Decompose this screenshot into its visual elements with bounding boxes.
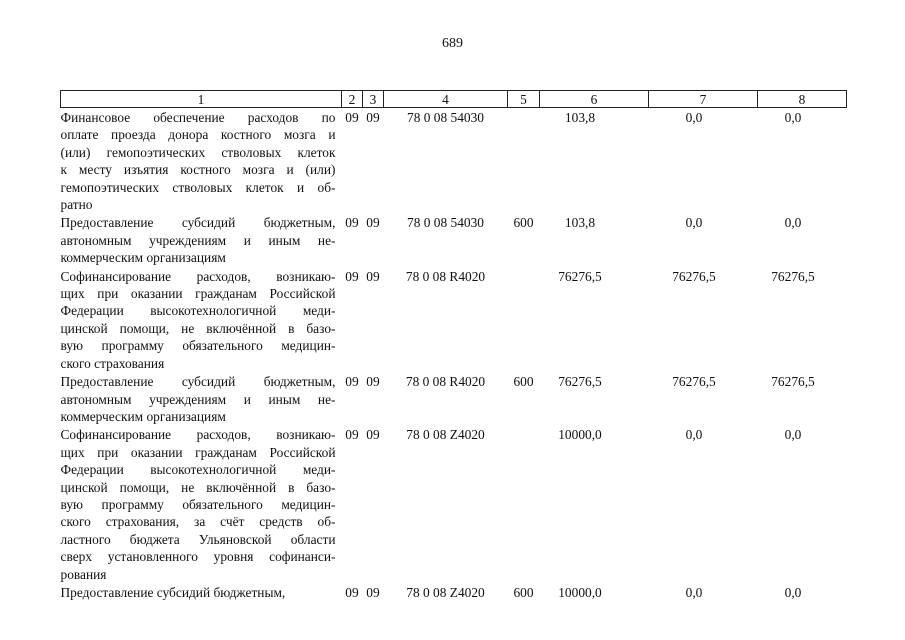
table-body	[61, 108, 847, 602]
section-code: 09	[345, 584, 359, 600]
column-header-8: 8	[758, 91, 847, 108]
description-line: Предоставление субсидий бюджетным,	[60, 215, 336, 231]
row-description	[61, 108, 342, 214]
description-line: ского страхования	[60, 355, 165, 371]
target-article-code: 78 0 08 Z4020	[406, 584, 485, 600]
amount-year-3: 0,0	[784, 215, 802, 231]
description-line: Софинансирование расходов, возникаю-	[60, 268, 336, 284]
amount-year-3: 0,0	[784, 110, 802, 125]
expense-type-code: 600	[513, 374, 534, 390]
description-line: Предоставление субсидий бюджетным,	[60, 374, 336, 390]
table-row	[61, 213, 847, 266]
amount-year-1: 76276,5	[558, 268, 602, 284]
row-description	[61, 372, 342, 425]
amount-year-2: 0,0	[685, 110, 703, 125]
amount-year-2: 76276,5	[672, 374, 716, 390]
column-header-6: 6	[540, 91, 649, 108]
target-article-code: 78 0 08 R4020	[405, 374, 486, 390]
column-header-7: 7	[649, 91, 758, 108]
row-description	[61, 425, 342, 583]
description-line: автономным учреждениям и иным не-	[60, 232, 336, 248]
table-row	[61, 108, 847, 214]
amount-year-2: 0,0	[685, 584, 703, 600]
expense-type-code: 600	[513, 215, 534, 231]
description-line: сверх установленного уровня софинанси-	[60, 549, 336, 565]
description-line: к месту изъятия костного мозга и (или)	[60, 162, 336, 178]
amount-year-2: 76276,5	[672, 268, 716, 284]
row-description	[61, 267, 342, 372]
description-line: щих при оказании гражданам Российской	[60, 444, 336, 460]
description-line: цинской помощи, не включённой в базо-	[60, 320, 336, 336]
description-line: Федерации высокотехнологичной меди-	[60, 303, 336, 319]
amount-year-1: 103,8	[564, 215, 596, 231]
description-line: вую программу обязательного медицин-	[60, 496, 336, 512]
amount-year-2: 0,0	[685, 427, 703, 443]
row-description	[61, 583, 342, 601]
section-code: 09	[345, 215, 359, 231]
description-line: рования	[60, 566, 107, 582]
table-row	[61, 425, 847, 583]
subsection-code: 09	[366, 268, 380, 284]
description-line: коммерческим организациям	[60, 250, 226, 266]
table-row	[61, 267, 847, 372]
column-header-2: 2	[342, 91, 363, 108]
target-article-code: 78 0 08 54030	[407, 215, 484, 231]
column-header-4: 4	[384, 91, 508, 108]
expense-type-code: 600	[513, 584, 534, 600]
subsection-code: 09	[366, 584, 380, 600]
amount-year-1: 10000,0	[558, 427, 602, 443]
budget-table	[60, 90, 847, 601]
amount-year-2: 0,0	[685, 215, 703, 231]
subsection-code: 09	[366, 374, 380, 390]
expense-type-code	[508, 267, 540, 372]
description-line: цинской помощи, не включённой в базо-	[60, 479, 336, 495]
table-row	[61, 583, 847, 601]
amount-year-3: 76276,5	[771, 374, 815, 390]
target-article-code: 78 0 08 54030	[407, 110, 484, 125]
amount-year-1: 10000,0	[558, 584, 602, 600]
description-line: (или) гемопоэтических стволовых клеток	[60, 144, 336, 160]
row-description	[61, 213, 342, 266]
description-line: коммерческим организациям	[60, 408, 226, 424]
amount-year-3: 0,0	[784, 584, 802, 600]
page-number: 689	[442, 36, 463, 51]
table-row	[61, 372, 847, 425]
description-line: гемопоэтических стволовых клеток и об-	[60, 179, 336, 195]
description-line: ратно	[60, 197, 93, 213]
amount-year-1: 103,8	[564, 110, 596, 125]
section-code: 09	[345, 268, 359, 284]
description-line: Федерации высокотехнологичной меди-	[60, 462, 336, 478]
subsection-code: 09	[366, 215, 380, 231]
description-line: вую программу обязательного медицин-	[60, 338, 336, 354]
subsection-code: 09	[366, 427, 380, 443]
description-line: Софинансирование расходов, возникаю-	[60, 427, 336, 443]
description-line: Финансовое обеспечение расходов по	[60, 110, 336, 125]
description-line: щих при оказании гражданам Российской	[60, 286, 336, 302]
description-line: автономным учреждениям и иным не-	[60, 391, 336, 407]
amount-year-1: 76276,5	[558, 374, 602, 390]
description-line: Предоставление субсидий бюджетным,	[60, 584, 286, 600]
expense-type-code	[508, 108, 540, 214]
column-header-1: 1	[61, 91, 342, 108]
amount-year-3: 0,0	[784, 427, 802, 443]
column-header-3: 3	[363, 91, 384, 108]
description-line: оплате проезда донора костного мозга и	[60, 127, 336, 143]
target-article-code: 78 0 08 Z4020	[406, 427, 485, 443]
subsection-code: 09	[366, 110, 380, 125]
target-article-code: 78 0 08 R4020	[405, 268, 486, 284]
section-code: 09	[345, 427, 359, 443]
section-code: 09	[345, 110, 359, 125]
section-code: 09	[345, 374, 359, 390]
description-line: ского страхования, за счёт средств об-	[60, 514, 336, 530]
expense-type-code	[508, 425, 540, 583]
column-header-5: 5	[508, 91, 540, 108]
description-line: ластного бюджета Ульяновской области	[60, 531, 336, 547]
amount-year-3: 76276,5	[771, 268, 815, 284]
column-number-header	[61, 91, 847, 108]
